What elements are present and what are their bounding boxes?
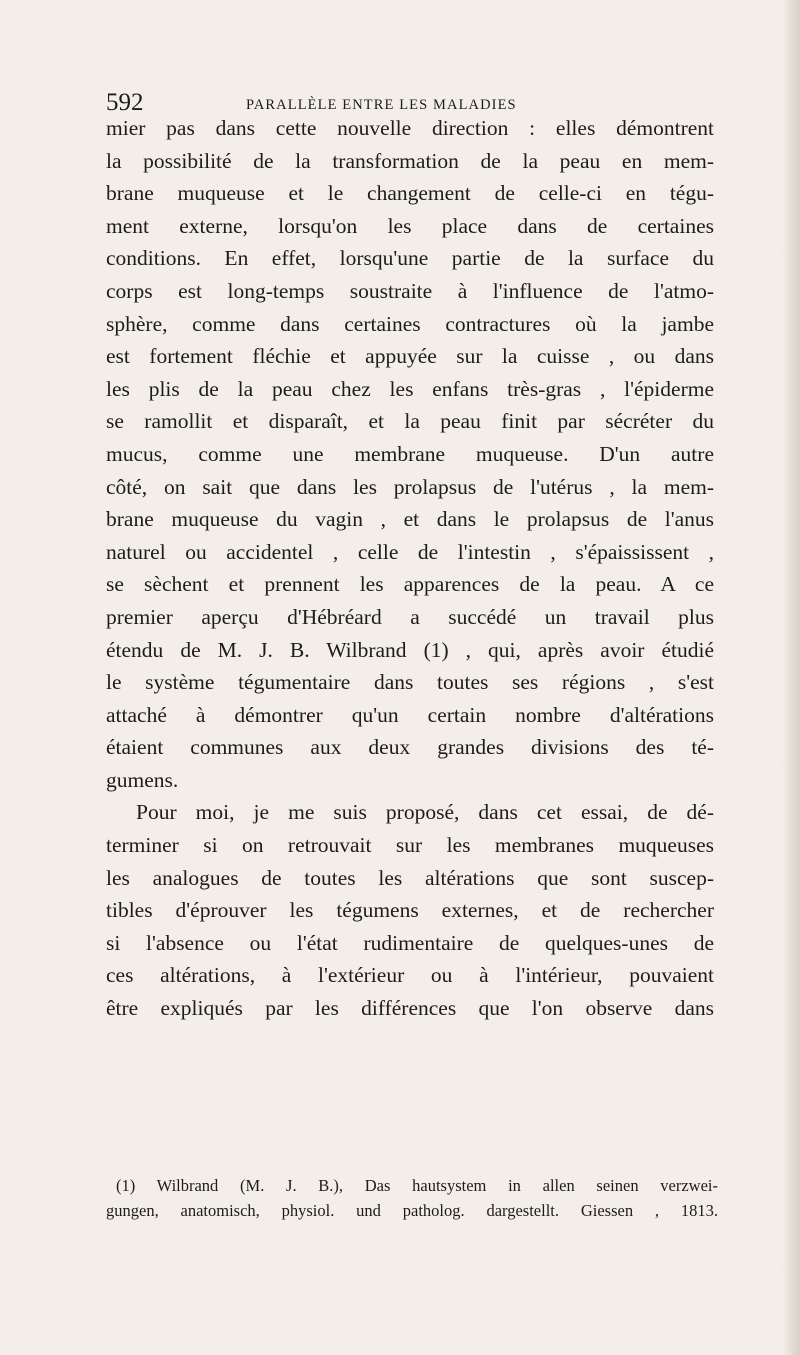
page-number: 592: [106, 89, 144, 116]
text-line: mucus, comme une membrane muqueuse. D'un autre: [106, 441, 714, 466]
paragraph-start-line: Pour moi, je me suis proposé, dans cet essai, de dé-: [136, 800, 714, 825]
text-line: les analogues de toutes les altérations que sont suscep-: [106, 865, 714, 890]
text-line: se ramollit et disparaît, et la peau finit par sécréter du: [106, 409, 714, 434]
text-line: premier aperçu d'Hébréard a succédé un travail plus: [106, 604, 714, 629]
text-line: est fortement fléchie et appuyée sur la cuisse , ou dans: [106, 344, 714, 369]
text-line: être expliqués par les différences que l'on observe dans: [106, 996, 714, 1021]
body-text: [106, 112, 714, 1025]
text-line: gumens.: [106, 767, 179, 792]
text-line: la possibilité de la transformation de la peau en mem-: [106, 148, 714, 173]
text-line: tibles d'éprouver les tégumens externes, et de rechercher: [106, 898, 714, 923]
text-line: brane muqueuse et le changement de celle-ci en tégu-: [106, 181, 714, 206]
text-line: ces altérations, à l'extérieur ou à l'intérieur, pouvaient: [106, 963, 714, 988]
text-line: ment externe, lorsqu'on les place dans de certaines: [106, 213, 714, 238]
footnote: [106, 1173, 718, 1223]
footnote-line: gungen, anatomisch, physiol. und patholog. dargestellt. Giessen , 1813.: [106, 1201, 718, 1220]
text-line: brane muqueuse du vagin , et dans le prolapsus de l'anus: [106, 507, 714, 532]
text-line: conditions. En effet, lorsqu'une partie de la surface du: [106, 246, 714, 271]
text-line: corps est long-temps soustraite à l'influence de l'atmo-: [106, 278, 714, 303]
text-line: le système tégumentaire dans toutes ses régions , s'est: [106, 670, 714, 695]
page-edge-shadow: [782, 0, 800, 1355]
running-title: PARALLÈLE ENTRE LES MALADIES: [246, 97, 517, 113]
text-line: si l'absence ou l'état rudimentaire de quelques-unes de: [106, 930, 714, 955]
text-line: terminer si on retrouvait sur les membranes muqueuses: [106, 833, 714, 858]
text-line: se sèchent et prennent les apparences de la peau. A ce: [106, 572, 714, 597]
text-line: étendu de M. J. B. Wilbrand (1) , qui, après avoir étudié: [106, 637, 714, 662]
text-line: attaché à démontrer qu'un certain nombre d'altérations: [106, 702, 714, 727]
text-line: sphère, comme dans certaines contractures où la jambe: [106, 311, 714, 336]
text-line: côté, on sait que dans les prolapsus de l'utérus , la mem-: [106, 474, 714, 499]
footnote-line: (1) Wilbrand (M. J. B.), Das hautsystem in allen seinen verzwei-: [116, 1176, 718, 1195]
text-line: étaient communes aux deux grandes divisions des té-: [106, 735, 714, 760]
text-line: naturel ou accidentel , celle de l'intestin , s'épaississent ,: [106, 539, 714, 564]
text-line: mier pas dans cette nouvelle direction : elles démontrent: [106, 116, 714, 140]
text-line: les plis de la peau chez les enfans très-gras , l'épiderme: [106, 376, 714, 401]
